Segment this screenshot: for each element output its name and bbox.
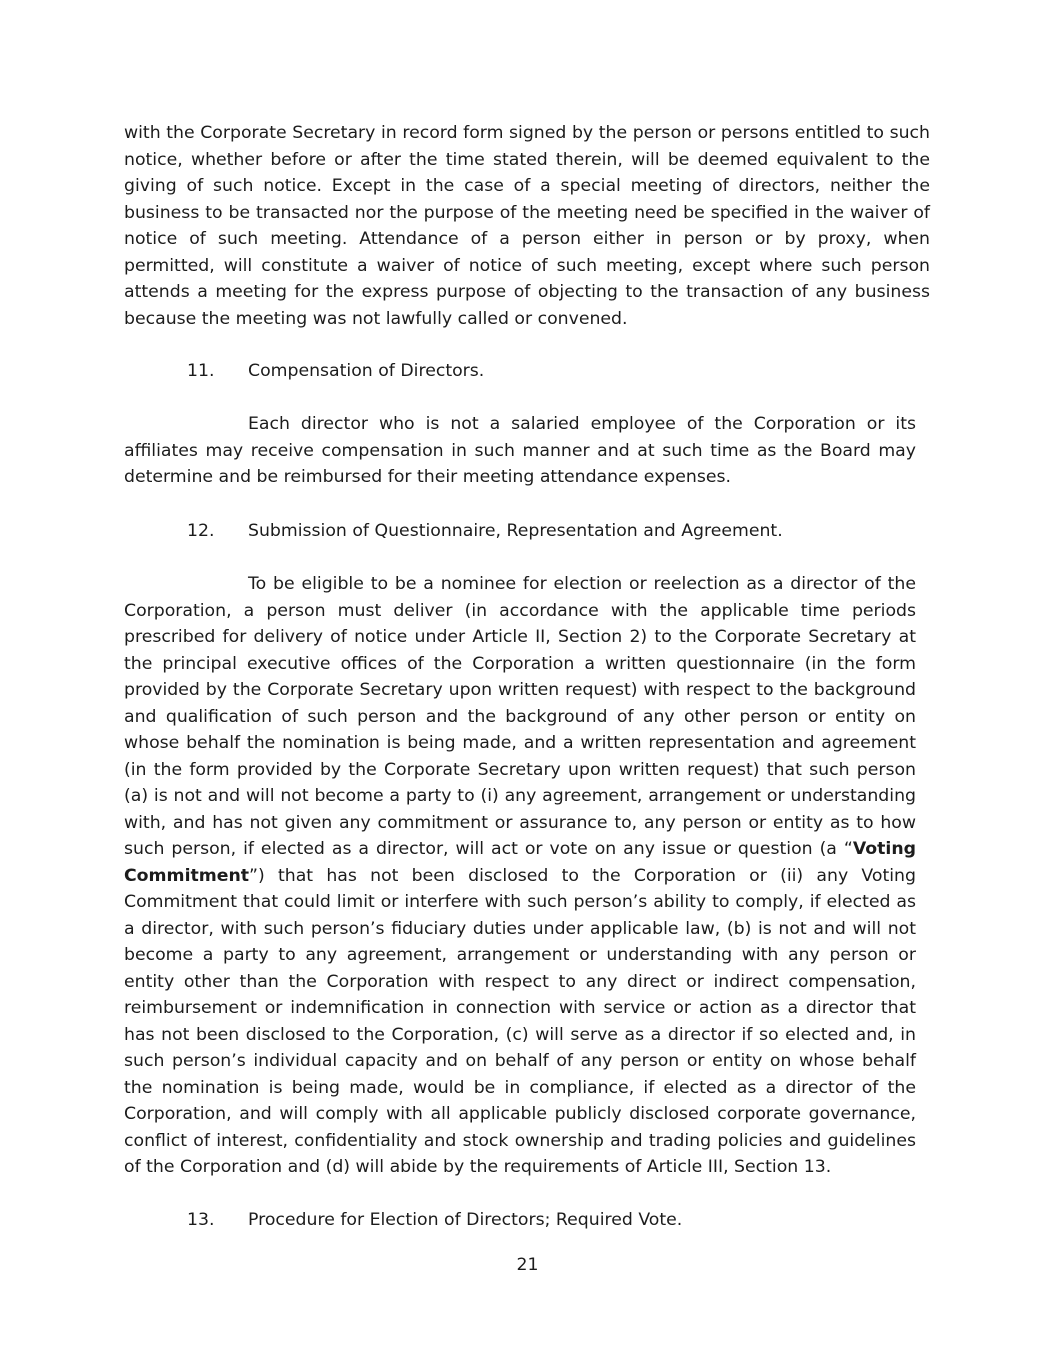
continuation-paragraph: with the Corporate Secretary in record form signed by the person or persons entitled to such notice, whether before or after the time stated therein, will be deemed equivalent to the giving of such notice. Except in the case of a special meeting of directors, neither the business to be transacted nor the purpose of the meeting need be specified in the waiver of notice of such meeting. Attendance of a person either in person or by proxy, when permitted, will constitute a waiver of notice of such meeting, except where such person attends a meeting for the express purpose of objecting to the transaction of any business because the meeting was not lawfully called or convened. (124, 123, 930, 329)
section-11-body: Each director who is not a salaried employee of the Corporation or its affiliates may receive compensation in such manner and at such time as the Board may determine and be reimbursed for their meeting attendance expenses. (124, 414, 916, 487)
section-12-body-part1: To be eligible to be a nominee for election or reelection as a director of the Corporation, a person must deliver (in accordance with the applicable time periods prescribed for delivery of notice under Article II, Section 2) to the Corporate Secretary at the principal executive offices of the Corporation a written questionnaire (in the form provided by the Corporate Secretary upon written request) with respect to the background and qualification of such person and the background of any other person or entity on whose behalf the nomination is being made, and a written representation and agreement (in the form provided by the Corporate Secretary upon written request) that such person (a) is not and will not become a party to (i) any agreement, arrangement or understanding with, and has not given any commitment or assurance to, any person or entity as to how such person, if elected as a director, will act or vote on any issue or question (a “ (124, 574, 916, 859)
section-12-body-part2: ”) that has not been disclosed to the Corporation or (ii) any Voting Commitment that could limit or interfere with such person’s ability to comply, if elected as a director, with such person’s fiduciary duties under applicable law, (b) is not and will not become a party to any agreement, arrangement or understanding with any person or entity other than the Corporation with respect to any direct or indirect compensation, reimbursement or indemnification in connection with service or action as a director that has not been disclosed to the Corporation, (c) will serve as a director if so elected and, in such person’s individual capacity and on behalf of any person or entity on whose behalf the nomination is being made, would be in compliance, if elected as a director of the Corporation, and will comply with all applicable publicly disclosed corporate governance, conflict of interest, confidentiality and stock ownership and trading policies and guidelines of the Corporation and (d) will abide by the requirements of Article III, Section 13. (124, 865, 916, 1177)
section-13-heading (0, 1207, 1055, 1234)
section-12-body (124, 571, 916, 1181)
section-13-title: Procedure for Election of Directors; Required Vote. (248, 1210, 683, 1230)
section-13-number: 13. (187, 1210, 215, 1230)
defined-term-voting-commitment: Voting Commitment (124, 839, 916, 886)
section-12-title: Submission of Questionnaire, Representation and Agreement. (248, 521, 783, 541)
section-11-title: Compensation of Directors. (248, 361, 485, 381)
section-11-number: 11. (187, 361, 215, 381)
section-12-number: 12. (187, 521, 215, 541)
page-number: 21 (516, 1255, 539, 1275)
section-12-heading (0, 518, 1055, 545)
section-11-heading (0, 358, 1055, 385)
